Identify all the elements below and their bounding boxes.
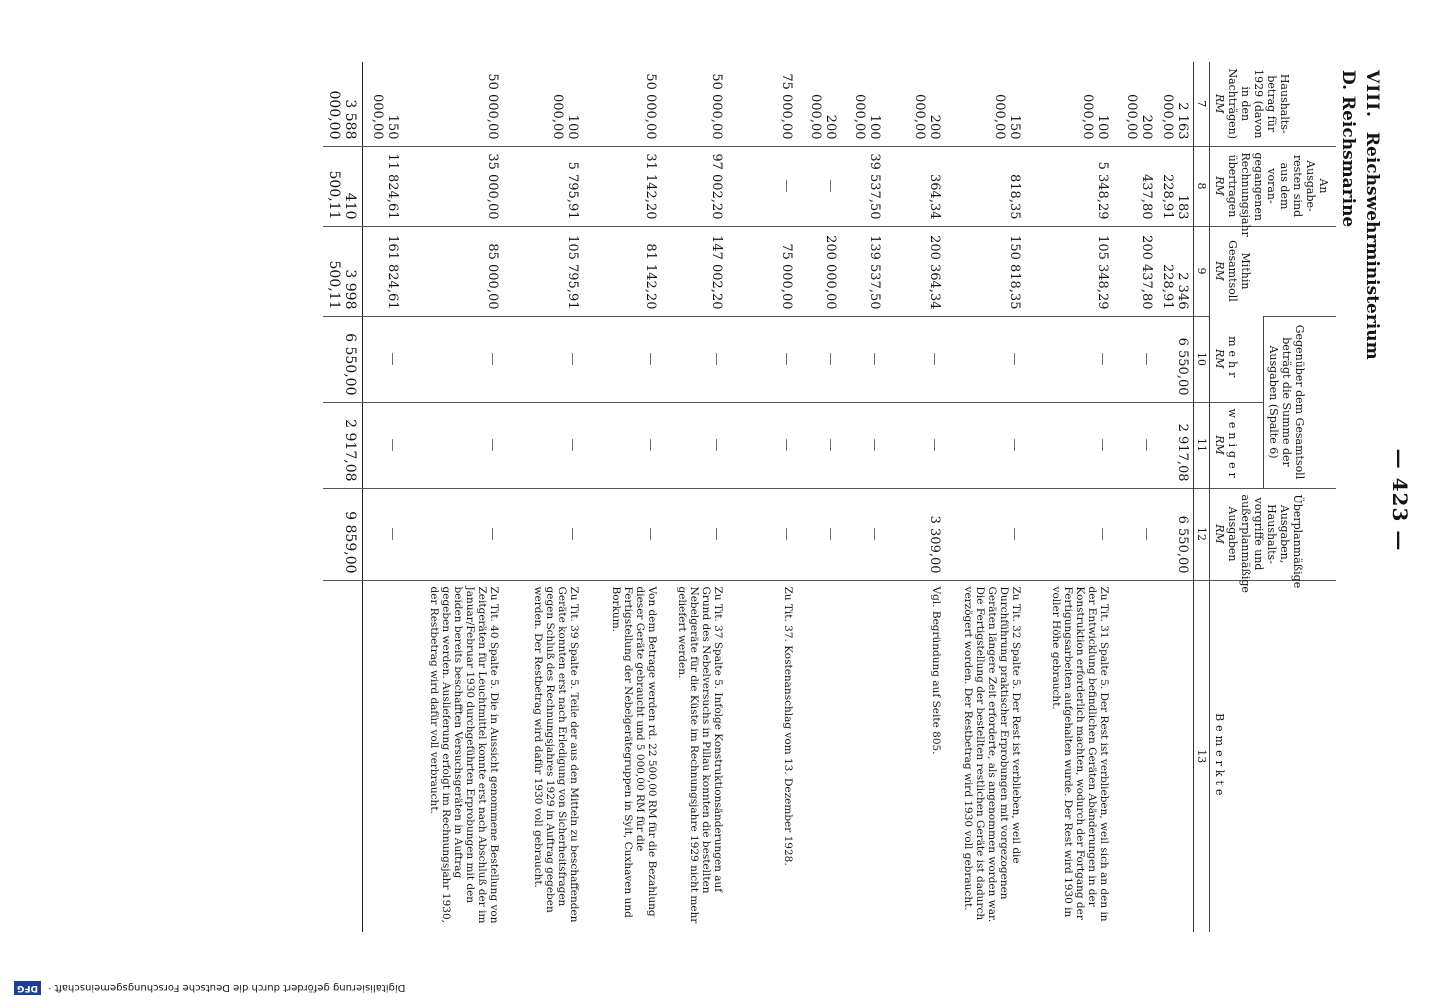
col-12-header: Überplanmäßige Ausgaben, Haushalts-vorgriffe und außerplanmäßige Ausgaben RM (1210, 488, 1337, 580)
value-cell-c8: 11 824,61 (363, 146, 403, 226)
value-cell-c9: 147 002,20 (661, 226, 727, 316)
dfg-logo: DFG (14, 981, 41, 995)
value-cell-c9: 139 537,50 (841, 226, 885, 316)
table-row (661, 62, 727, 932)
budget-table (324, 62, 1337, 932)
value-cell-c11: 2 917,08 (1157, 402, 1194, 488)
value-cell-c7: 100 000,00 (852, 94, 882, 140)
value-cell-c10: — (945, 316, 1025, 402)
table-header-row (1263, 62, 1336, 932)
value-cell-c8: 5 795,91 (503, 146, 583, 226)
remark-cell: Von dem Betrage werden rd. 22 500,00 RM für die Bezahlung dieser Geräte gebraucht und 5 000,00 RM für die Fertigstellung der Nebelgerätegruppen in Sylt, Cuxhaven und Borkum. (583, 580, 661, 932)
value-cell-c7: 50 000,00 (485, 73, 500, 140)
table-row (945, 62, 1025, 932)
col-8-header: An Ausgabe-resten sind aus dem voran-gegangenen Rechnungsjahr übertragen RM (1210, 146, 1337, 226)
remark-cell (797, 580, 841, 932)
total-cell-c7: 3 588 000,00 (324, 62, 364, 146)
value-cell-c8: — (797, 146, 841, 226)
value-cell-c9: 81 142,20 (583, 226, 661, 316)
table-row (583, 62, 661, 932)
value-cell-c7: 50 000,00 (709, 73, 724, 140)
value-cell-c12: — (403, 488, 503, 580)
remark-cell (1157, 580, 1194, 932)
value-cell-c10: — (885, 316, 945, 402)
page-number: — 423 — (1388, 448, 1412, 552)
value-cell-c9: 105 348,29 (1025, 226, 1113, 316)
value-cell-c11: — (363, 402, 403, 488)
remark-cell (841, 580, 885, 932)
digitization-note: Digitalisierung gefördert durch die Deutsche Forschungsgemeinschaft · DFG (0, 978, 1434, 1000)
value-cell-c7: 200 000,00 (912, 94, 942, 140)
table-row (885, 62, 945, 932)
table-row (503, 62, 583, 932)
section-heading (1362, 70, 1382, 360)
total-cell-c9: 3 998 500,11 (324, 226, 364, 316)
col-10-header: mehr RM (1210, 316, 1264, 402)
value-cell-c10: — (583, 316, 661, 402)
value-cell-c9: 200 364,34 (885, 226, 945, 316)
table-row (1113, 62, 1157, 932)
value-cell-c7: 200 000,00 (1124, 94, 1154, 140)
remark-cell: Zu Tit. 37. Kostenanschlag vom 13. Dezember 1928. (727, 580, 797, 932)
total-cell-c10: 6 550,00 (324, 316, 364, 402)
col-number: 12 (1194, 488, 1210, 580)
table-row (1157, 62, 1194, 932)
value-cell-c7: 75 000,00 (779, 73, 794, 140)
value-cell-c10: — (363, 316, 403, 402)
value-cell-c11: — (1113, 402, 1157, 488)
table-row (363, 62, 403, 932)
col-11-header: weniger RM (1210, 402, 1264, 488)
value-cell-c8: 5 348,29 (1025, 146, 1113, 226)
col-number: 8 (1194, 146, 1210, 226)
value-cell-c7: 150 000,00 (992, 94, 1022, 140)
col-number: 9 (1194, 226, 1210, 316)
value-cell-c8: 31 142,20 (583, 146, 661, 226)
value-cell-c10: — (797, 316, 841, 402)
value-cell-c8: 818,35 (945, 146, 1025, 226)
col-number: 11 (1194, 402, 1210, 488)
value-cell-c8: — (727, 146, 797, 226)
col-number: 13 (1194, 580, 1210, 932)
table-row (727, 62, 797, 932)
value-cell-c10: — (403, 316, 503, 402)
remark-cell: Zu Tit. 31 Spalte 5. Der Rest ist verblieben, weil sich an den in der Entwicklung befindlichen Geräten Abänderungen in der Konstruktion erforderlich machten, wodurch der Fortgang der Fertigungsarbeiten aufgehalten wurde. Der Rest wird 1930 in voller Höhe gebraucht. (1025, 580, 1113, 932)
value-cell-c8: 35 000,00 (403, 146, 503, 226)
value-cell-c12: — (1113, 488, 1157, 580)
col-9-header: Mithin Gesamtsoll RM (1210, 226, 1337, 316)
value-cell-c12: 6 550,00 (1157, 488, 1194, 580)
value-cell-c12: — (797, 488, 841, 580)
remark-cell (363, 580, 403, 932)
value-cell-c9: 161 824,61 (363, 226, 403, 316)
total-cell-c8: 410 500,11 (324, 146, 364, 226)
value-cell-c11: — (945, 402, 1025, 488)
funding-note: Digitalisierung gefördert durch die Deutsche Forschungsgemeinschaft (54, 982, 406, 993)
value-cell-c9: 2 346 228,91 (1157, 226, 1194, 316)
value-cell-c11: — (841, 402, 885, 488)
remark-cell: Zu Tit. 32 Spalte 5. Der Rest ist verblieben, weil die Durchführung praktischer Erprobungen mit vorgezogenen Geräten längere Zeit erforderte, als angenommen worden war. Die Fertigstellung der bestellten restlichen Geräte ist dadurch verzögert worden. Der Restbetrag wird 1930 voll gebraucht. (945, 580, 1025, 932)
value-cell-c12: — (841, 488, 885, 580)
value-cell-c8: 437,80 (1113, 146, 1157, 226)
value-cell-c9: 75 000,00 (727, 226, 797, 316)
remark-cell: Zu Tit. 39 Spalte 5. Teile der aus den Mitteln zu beschaffenden Geräte konnten erst nach Erledigung von Sicherheitsfragen gegen Schluß des Rechnungsjahres 1929 in Auftrag gegeben werden. Der Restbetrag wird dafür 1930 voll gebraucht. (503, 580, 583, 932)
value-cell-c12: — (503, 488, 583, 580)
totals-row (324, 62, 364, 932)
value-cell-c11: — (661, 402, 727, 488)
table-row (403, 62, 503, 932)
value-cell-c7: 100 000,00 (550, 94, 580, 140)
total-cell-rem (324, 580, 364, 932)
remark-cell: Vgl. Begründung auf Seite 805. (885, 580, 945, 932)
value-cell-c12: — (1025, 488, 1113, 580)
col-7-header: Haushalts-betrag für 1929 (davon in den Nachträgen) RM (1210, 62, 1337, 146)
col-13-header: Bemerkte (1210, 580, 1337, 932)
value-cell-c10: 6 550,00 (1157, 316, 1194, 402)
col-10-11-group-header: Gegenüber dem Gesamtsoll beträgt die Summe der Ausgaben (Spalte 6) (1263, 316, 1336, 488)
col-number: 10 (1194, 316, 1210, 402)
value-cell-c7: 2 163 000,00 (1160, 94, 1190, 140)
value-cell-c12: — (945, 488, 1025, 580)
remark-cell (1113, 580, 1157, 932)
value-cell-c10: — (661, 316, 727, 402)
total-cell-c12: 9 859,00 (324, 488, 364, 580)
value-cell-c9: 200 437,80 (1113, 226, 1157, 316)
value-cell-c7: 50 000,00 (643, 73, 658, 140)
value-cell-c12: — (583, 488, 661, 580)
table-row (797, 62, 841, 932)
value-cell-c12: — (363, 488, 403, 580)
value-cell-c10: — (1113, 316, 1157, 402)
value-cell-c11: — (583, 402, 661, 488)
value-cell-c11: — (885, 402, 945, 488)
table-row (841, 62, 885, 932)
value-cell-c10: — (841, 316, 885, 402)
value-cell-c11: — (403, 402, 503, 488)
section-roman: VIII. (1362, 70, 1382, 118)
value-cell-c12: 3 309,00 (885, 488, 945, 580)
value-cell-c7: 100 000,00 (1080, 94, 1110, 140)
remark-cell: Zu Tit. 37 Spalte 5. Infolge Konstruktionsänderungen auf Grund des Nebelversuchs in Pillau konnten die bestellten Nebelgeräte für die Küste im Rechnungsjahre 1929 nicht mehr geliefert werden. (661, 580, 727, 932)
value-cell-c9: 150 818,35 (945, 226, 1025, 316)
value-cell-c12: — (661, 488, 727, 580)
remark-cell: Zu Tit. 40 Spalte 5. Die in Aussicht genommene Bestellung von Zeitgeräten für Leuchtmittel konnte erst nach Abschluß der im Januar/Februar 1930 durchgeführten Erprobungen mit den beiden bereits beschafften Versuchsgeräten in Auftrag gegeben werden. Auslieferung erfolgt im Rechnungsjahr 1930, der Restbetrag wird dafür voll verbraucht. (403, 580, 503, 932)
value-cell-c9: 105 795,91 (503, 226, 583, 316)
value-cell-c7: 200 000,00 (808, 94, 838, 140)
value-cell-c10: — (503, 316, 583, 402)
table-row (1025, 62, 1113, 932)
value-cell-c11: — (797, 402, 841, 488)
value-cell-c7: 150 000,00 (370, 94, 400, 140)
value-cell-c10: — (1025, 316, 1113, 402)
value-cell-c8: 364,34 (885, 146, 945, 226)
department-name: D. Reichsmarine (1338, 70, 1358, 228)
value-cell-c9: 200 000,00 (797, 226, 841, 316)
value-cell-c11: — (503, 402, 583, 488)
value-cell-c12: — (727, 488, 797, 580)
value-cell-c10: — (727, 316, 797, 402)
value-cell-c8: 183 228,91 (1157, 146, 1194, 226)
value-cell-c11: — (727, 402, 797, 488)
total-cell-c11: 2 917,08 (324, 402, 364, 488)
value-cell-c8: 39 537,50 (841, 146, 885, 226)
column-number-row (1194, 62, 1210, 932)
value-cell-c9: 85 000,00 (403, 226, 503, 316)
col-number: 7 (1194, 62, 1210, 146)
ministry-name: Reichswehrministerium (1362, 131, 1382, 360)
value-cell-c11: — (1025, 402, 1113, 488)
value-cell-c8: 97 002,20 (661, 146, 727, 226)
